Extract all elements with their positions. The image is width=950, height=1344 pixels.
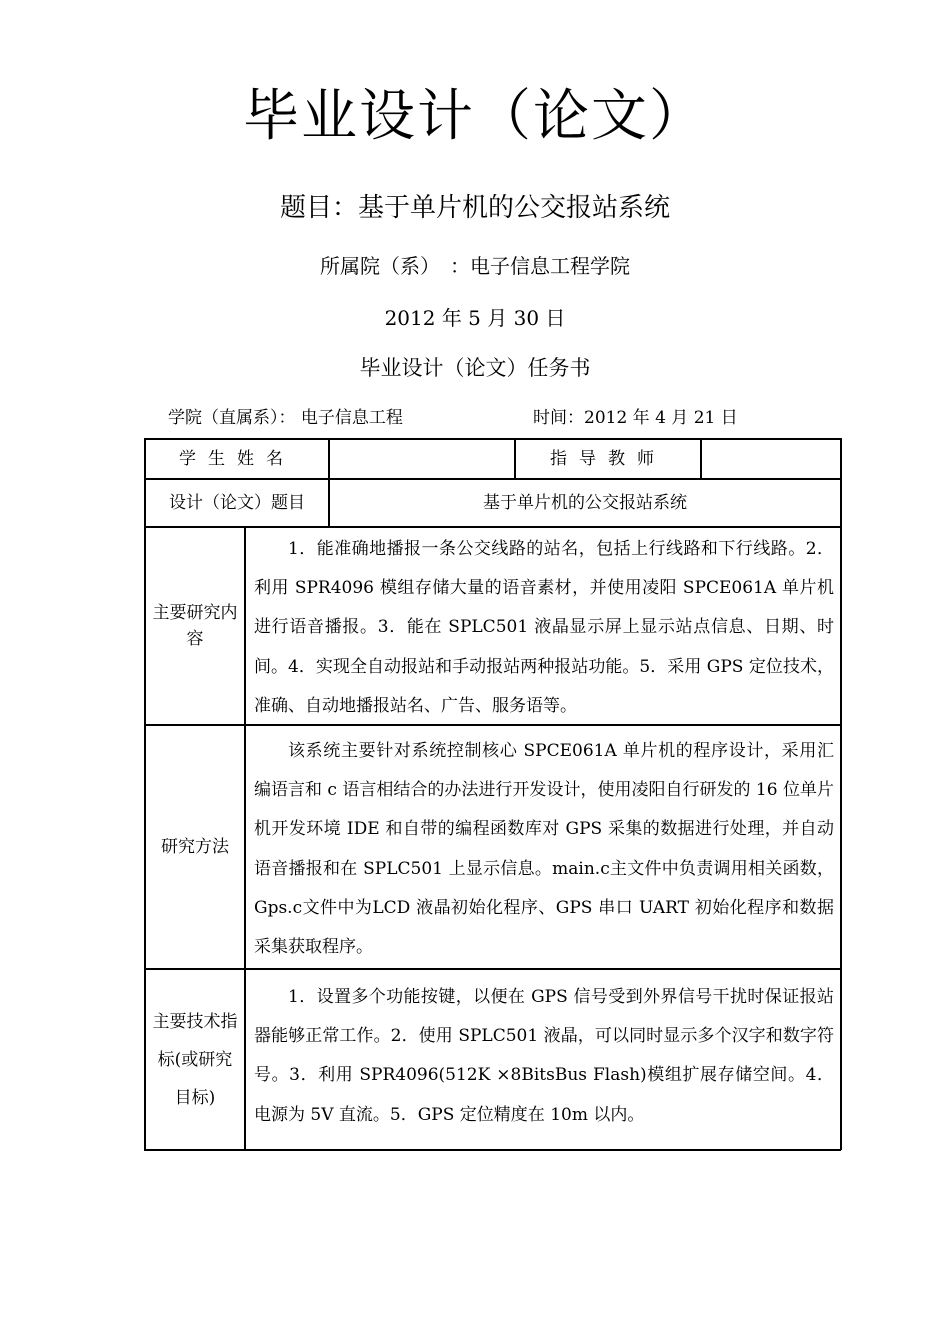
column-divider [244,526,246,1150]
research-method-text: 该系统主要针对系统控制核心 SPCE061A 单片机的程序设计，采用汇编语言和 c 语言相结合的办法进行开发设计，使用凌阳自行研发的 16 位单片机开发环境 IDE 和自带的编程函数库对 GPS 采集的数据进行处理，并自动语音播报和在 SPLC501 上显示信息。main.c主文件中负责调用相关函数，Gps.c文件中为LCD 液晶初始化程序、GPS 串口 UART 初始化程序和数据采集获取程序。 [254,741,834,958]
row-divider [144,968,841,970]
department-line: 所属院（系） ：电子信息工程学院 [320,254,630,278]
topic-label: 设计（论文）题目 [169,493,305,513]
research-content-label: 主要研究内容 [152,603,238,649]
advisor-label: 指导教师 [550,449,666,469]
main-title: 毕业设计（论文） [243,84,707,149]
student-name-label: 学生姓名 [179,449,295,469]
date-line: 2012 年 5 月 30 日 [384,306,566,330]
row-divider [144,526,841,528]
table-border-left [144,438,146,1150]
time-label: 时间：2012 年 4 月 21 日 [533,408,738,428]
advisor-value [702,440,840,478]
table-border-bottom [144,1149,841,1151]
table-border-right [840,438,842,1150]
research-method-label: 研究方法 [161,837,229,857]
research-content-text: 1．能准确地播报一条公交线路的站名，包括上行线路和下行线路。2．利用 SPR4096 模组存储大量的语音素材，并使用凌阳 SPCE061A 单片机进行语音播报。3．能在 SPLC501 液晶显示屏上显示站点信息、日期、时间。4．实现全自动报站和手动报站两种报站功能。5．采用 GPS 定位技术，准确、自动地播报站名、广告、服务语等。 [254,539,834,716]
subject-line: 题目：基于单片机的公交报站系统 [279,193,670,223]
college-label: 学院（直属系）： 电子信息工程 [168,408,403,428]
student-name-value [330,440,514,478]
task-book-title: 毕业设计（论文）任务书 [359,356,591,380]
technical-targets-label: 主要技术指标(或研究目标) [152,1012,238,1108]
technical-targets-text: 1．设置多个功能按键，以便在 GPS 信号受到外界信号干扰时保证报站器能够正常工作。2．使用 SPLC501 液晶，可以同时显示多个汉字和数字符号。3．利用 SPR4096(512K ×8BitsBus Flash)模组扩展存储空间。4．电源为 5V 直流。5．GPS 定位精度在 10m 以内。 [254,987,834,1125]
topic-value: 基于单片机的公交报站系统 [483,493,687,513]
